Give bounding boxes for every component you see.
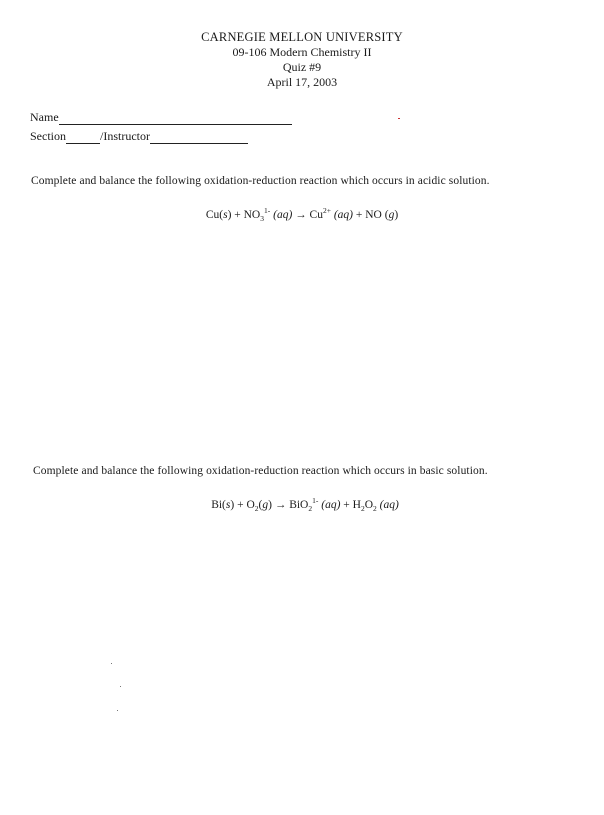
eq2-arrow: →: [271, 498, 290, 511]
scan-speck: [111, 663, 112, 664]
scan-speck: [120, 686, 121, 687]
question-2-equation: [3, 496, 604, 513]
section-label: Section: [30, 129, 66, 143]
eq1-reactant2-state: (aq): [270, 208, 293, 221]
eq1-product1-state: (aq): [330, 208, 353, 221]
eq2-product1-subscript: 2: [308, 504, 313, 514]
eq1-product2-state: g: [388, 208, 395, 221]
eq2-product2-state: (aq): [376, 498, 399, 511]
eq2-reactant2-state: g: [262, 498, 269, 511]
question-1-equation: [0, 206, 604, 223]
scan-speck: [398, 118, 400, 119]
eq2-reactant2: ) + O: [230, 498, 255, 511]
question-1-prompt: Complete and balance the following oxidation-reduction reaction which occurs in acidic solution.: [31, 175, 490, 187]
name-row: [30, 110, 292, 125]
scan-speck: [117, 710, 118, 711]
eq1-reactant1-state: s: [223, 208, 228, 221]
course-title: 09-106 Modern Chemistry II: [232, 45, 372, 59]
eq1-reactant2-charge: 1-: [264, 206, 271, 215]
eq2-product2-oxygen: O: [364, 498, 374, 511]
eq2-reactant2-open: (: [258, 498, 263, 511]
name-label: Name: [30, 110, 59, 124]
quiz-header: [0, 30, 604, 90]
eq2-reactant1: Bi(: [211, 498, 226, 511]
quiz-number: Quiz #9: [282, 60, 322, 74]
eq2-reactant1-state: s: [225, 498, 231, 511]
eq1-product2: + NO (: [353, 208, 389, 221]
eq1-product1: Cu: [309, 208, 323, 221]
instructor-field[interactable]: [150, 132, 248, 144]
eq1-reactant2-subscript: 3: [260, 214, 264, 224]
eq1-arrow: →: [292, 208, 310, 221]
name-field[interactable]: [59, 113, 292, 125]
instructor-label: /Instructor: [100, 129, 150, 143]
eq1-product1-charge: 2+: [322, 206, 331, 215]
section-instructor-row: [30, 129, 248, 144]
eq1-close: ): [394, 208, 399, 221]
section-field[interactable]: [66, 132, 100, 144]
eq2-reactant2-close: ): [268, 498, 272, 511]
eq1-reactant2: ) + NO: [227, 208, 261, 221]
eq2-product1: BiO: [289, 498, 309, 511]
eq2-product2-subscript2: 2: [373, 504, 377, 514]
eq1-reactant1: Cu(: [205, 208, 224, 221]
eq2-product1-state: (aq): [318, 498, 341, 511]
question-2-prompt: Complete and balance the following oxidation-reduction reaction which occurs in basic solution.: [33, 465, 488, 477]
eq2-reactant2-subscript: 2: [254, 504, 259, 514]
quiz-date: April 17, 2003: [266, 75, 338, 89]
eq2-product2: + H: [340, 498, 361, 511]
eq2-product2-subscript: 2: [360, 504, 365, 514]
university-name: CARNEGIE MELLON UNIVERSITY: [201, 30, 403, 44]
eq2-product1-charge: 1-: [312, 496, 319, 505]
